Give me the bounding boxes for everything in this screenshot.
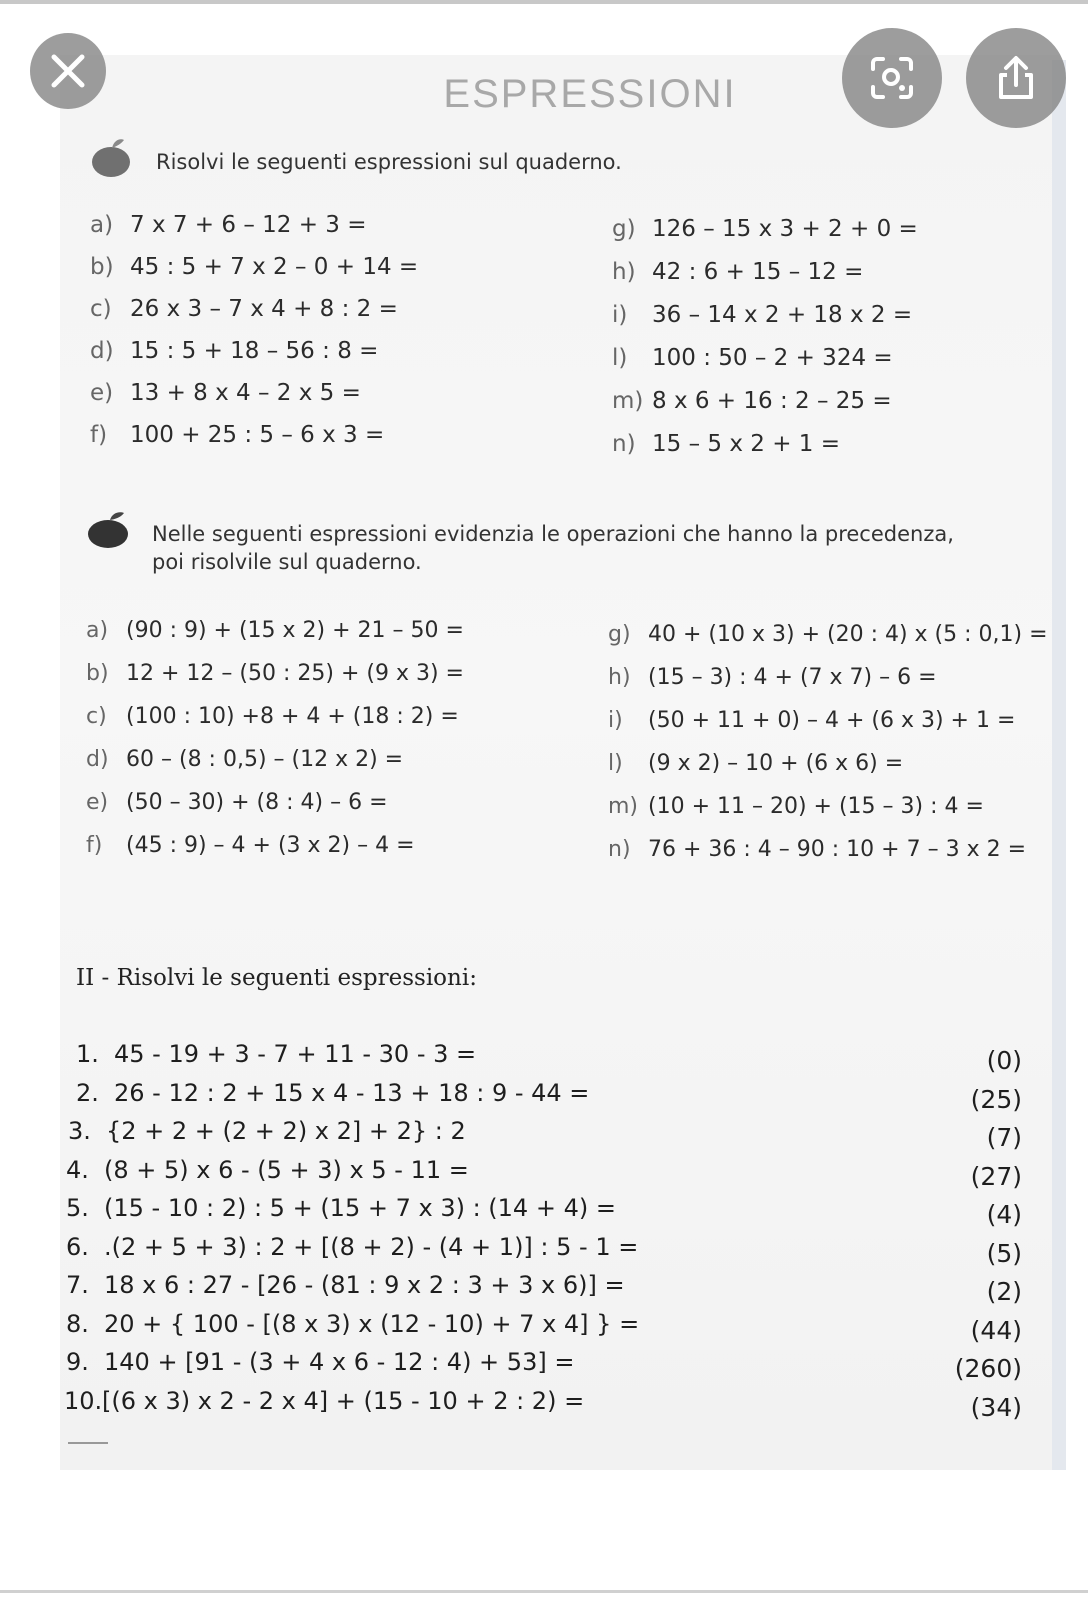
exercise-label: d)	[90, 338, 114, 364]
exercise-result: (44)	[970, 1315, 1022, 1345]
exercise-label: e)	[86, 790, 109, 815]
exercise-expression: 7 x 7 + 6 – 12 + 3 =	[130, 212, 367, 238]
exercise-expression: 15 – 5 x 2 + 1 =	[652, 431, 840, 457]
exercise-expression: (9 x 2) – 10 + (6 x 6) =	[648, 751, 904, 776]
exercise-expression: 45 - 19 + 3 - 7 + 11 - 30 - 3 =	[114, 1040, 477, 1068]
exercise-item	[86, 833, 415, 858]
exercise-expression: [(6 x 3) x 2 - 2 x 4] + (15 - 10 + 2 : 2) =	[102, 1386, 585, 1415]
exercise-label: b)	[86, 661, 109, 686]
exercise-expression: 60 – (8 : 0,5) – (12 x 2) =	[126, 747, 404, 772]
exercise-expression: (8 + 5) x 6 - (5 + 3) x 5 - 11 =	[104, 1155, 469, 1184]
exercise-expression: (90 : 9) + (15 x 2) + 21 – 50 =	[126, 618, 464, 643]
section2-instruction-line2: poi risolvile sul quaderno.	[152, 550, 422, 574]
exercise-number: 7.	[66, 1271, 89, 1299]
exercise-item	[612, 302, 912, 328]
exercise-result: (25)	[970, 1084, 1022, 1114]
exercise-item	[608, 794, 984, 819]
numbered-exercise	[64, 1387, 584, 1415]
exercise-number: 4.	[66, 1155, 89, 1184]
exercise-item	[86, 747, 403, 772]
exercise-label: c)	[90, 296, 112, 322]
exercise-expression: 100 : 50 – 2 + 324 =	[652, 345, 893, 371]
section2-instruction-line1: Nelle seguenti espressioni evidenzia le operazioni che hanno la precedenza,	[152, 522, 954, 546]
top-divider	[0, 0, 1088, 4]
exercise-label: a)	[90, 212, 114, 238]
numbered-exercise	[66, 1233, 638, 1261]
numbered-exercise	[66, 1310, 639, 1338]
exercise-item	[608, 837, 1026, 862]
exercise-item	[90, 254, 418, 280]
exercise-expression: (50 – 30) + (8 : 4) – 6 =	[126, 790, 388, 815]
numbered-exercise	[66, 1271, 625, 1299]
close-button[interactable]	[30, 33, 106, 109]
exercise-label: g)	[612, 216, 636, 242]
exercise-item	[608, 622, 1048, 647]
exercise-expression: 140 + [91 - (3 + 4 x 6 - 12 : 4) + 53] =	[104, 1348, 575, 1376]
exercise-item	[612, 345, 893, 371]
exercise-label: f)	[86, 833, 103, 858]
exercise-expression: 36 – 14 x 2 + 18 x 2 =	[652, 302, 913, 328]
exercise-expression: 126 – 15 x 3 + 2 + 0 =	[652, 216, 918, 242]
exercise-item	[608, 751, 903, 776]
visual-search-button[interactable]	[842, 28, 942, 128]
exercise-label: l)	[608, 751, 623, 776]
exercise-item	[86, 618, 464, 643]
exercise-expression: (10 + 11 – 20) + (15 – 3) : 4 =	[648, 794, 984, 819]
exercise-item	[612, 431, 840, 457]
exercise-result: (27)	[970, 1161, 1022, 1191]
exercise-expression: 42 : 6 + 15 – 12 =	[652, 259, 864, 285]
exercise-label: l)	[612, 345, 628, 371]
exercise-result: (7)	[986, 1123, 1022, 1152]
exercise-item	[90, 380, 361, 406]
exercise-expression: 18 x 6 : 27 - [26 - (81 : 9 x 2 : 3 + 3 x 6)] =	[104, 1271, 625, 1299]
exercise-result: (34)	[970, 1392, 1022, 1422]
exercise-expression: 100 + 25 : 5 – 6 x 3 =	[130, 422, 385, 448]
exercise-number: 2.	[76, 1078, 99, 1107]
exercise-expression: 8 x 6 + 16 : 2 – 25 =	[652, 388, 892, 414]
numbered-exercise	[66, 1194, 616, 1222]
close-icon	[48, 51, 88, 91]
exercise-expression: 26 x 3 – 7 x 4 + 8 : 2 =	[130, 296, 398, 322]
numbered-exercise	[76, 1040, 476, 1068]
exercise-item	[612, 259, 863, 285]
exercise-label: m)	[608, 794, 639, 819]
exercise-label: n)	[612, 431, 636, 457]
footer-mark	[68, 1442, 108, 1444]
exercise-label: b)	[90, 254, 114, 280]
exercise-label: i)	[608, 708, 623, 733]
numbered-exercise	[68, 1117, 466, 1145]
exercise-expression: {2 + 2 + (2 + 2) x 2] + 2} : 2	[106, 1117, 466, 1145]
exercise-label: f)	[90, 422, 108, 448]
exercise-item	[90, 422, 384, 448]
exercise-expression: 76 + 36 : 4 – 90 : 10 + 7 – 3 x 2 =	[648, 837, 1027, 862]
worksheet-title: ESPRESSIONI	[443, 72, 737, 116]
exercise-expression: (15 - 10 : 2) : 5 + (15 + 7 x 3) : (14 + 4) =	[104, 1194, 616, 1222]
exercise-result: (4)	[986, 1200, 1022, 1229]
apple-icon	[88, 136, 134, 180]
section3-heading: II - Risolvi le seguenti espressioni:	[76, 965, 477, 991]
exercise-label: h)	[612, 259, 636, 285]
exercise-expression: 13 + 8 x 4 – 2 x 5 =	[130, 380, 361, 406]
exercise-result: (260)	[954, 1354, 1022, 1383]
exercise-expression: 40 + (10 x 3) + (20 : 4) x (5 : 0,1) =	[648, 622, 1048, 647]
exercise-result: (5)	[986, 1238, 1022, 1268]
exercise-expression: (45 : 9) – 4 + (3 x 2) – 4 =	[126, 833, 415, 858]
exercise-number: 1.	[76, 1040, 99, 1068]
exercise-expression: (100 : 10) +8 + 4 + (18 : 2) =	[126, 704, 459, 729]
exercise-number: 10.	[64, 1386, 103, 1415]
exercise-expression: 12 + 12 – (50 : 25) + (9 x 3) =	[126, 661, 464, 686]
exercise-label: a)	[86, 618, 109, 643]
exercise-expression: .(2 + 5 + 3) : 2 + [(8 + 2) - (4 + 1)] : 5 - 1 =	[104, 1232, 639, 1261]
visual-search-icon	[867, 53, 917, 103]
exercise-number: 3.	[68, 1117, 91, 1145]
section1-instruction: Risolvi le seguenti espressioni sul quaderno.	[156, 150, 622, 174]
exercise-label: d)	[86, 747, 109, 772]
exercise-number: 5.	[66, 1194, 89, 1222]
exercise-expression: 26 - 12 : 2 + 15 x 4 - 13 + 18 : 9 - 44 =	[114, 1078, 590, 1107]
exercise-expression: 45 : 5 + 7 x 2 – 0 + 14 =	[130, 254, 419, 280]
exercise-item	[86, 661, 464, 686]
numbered-exercise	[76, 1079, 589, 1107]
exercise-label: g)	[608, 622, 631, 647]
exercise-number: 9.	[66, 1348, 89, 1376]
exercise-item	[608, 665, 937, 690]
bottom-divider	[0, 1590, 1088, 1593]
exercise-item	[86, 704, 459, 729]
exercise-label: h)	[608, 665, 631, 690]
exercise-label: m)	[612, 388, 644, 414]
apple-icon	[86, 510, 132, 550]
exercise-result: (0)	[986, 1046, 1022, 1075]
exercise-label: c)	[86, 704, 107, 729]
worksheet-edge	[1052, 60, 1066, 1470]
numbered-exercise	[66, 1348, 574, 1376]
exercise-result: (2)	[986, 1277, 1022, 1306]
exercise-item	[612, 388, 892, 414]
exercise-expression: (50 + 11 + 0) – 4 + (6 x 3) + 1 =	[648, 708, 1016, 733]
exercise-expression: 15 : 5 + 18 – 56 : 8 =	[130, 338, 379, 364]
exercise-item	[612, 216, 918, 242]
exercise-item	[608, 708, 1015, 733]
exercise-item	[90, 338, 378, 364]
exercise-label: i)	[612, 302, 628, 328]
exercise-label: n)	[608, 837, 631, 862]
exercise-item	[90, 296, 398, 322]
exercise-number: 6.	[66, 1232, 89, 1261]
exercise-item	[90, 212, 367, 238]
exercise-label: e)	[90, 380, 114, 406]
exercise-item	[86, 790, 388, 815]
exercise-expression: (15 – 3) : 4 + (7 x 7) – 6 =	[648, 665, 937, 690]
share-button[interactable]	[966, 28, 1066, 128]
exercise-number: 8.	[66, 1309, 89, 1338]
share-icon	[991, 53, 1041, 103]
numbered-exercise	[66, 1156, 469, 1184]
exercise-expression: 20 + { 100 - [(8 x 3) x (12 - 10) + 7 x 4] } =	[104, 1309, 640, 1338]
